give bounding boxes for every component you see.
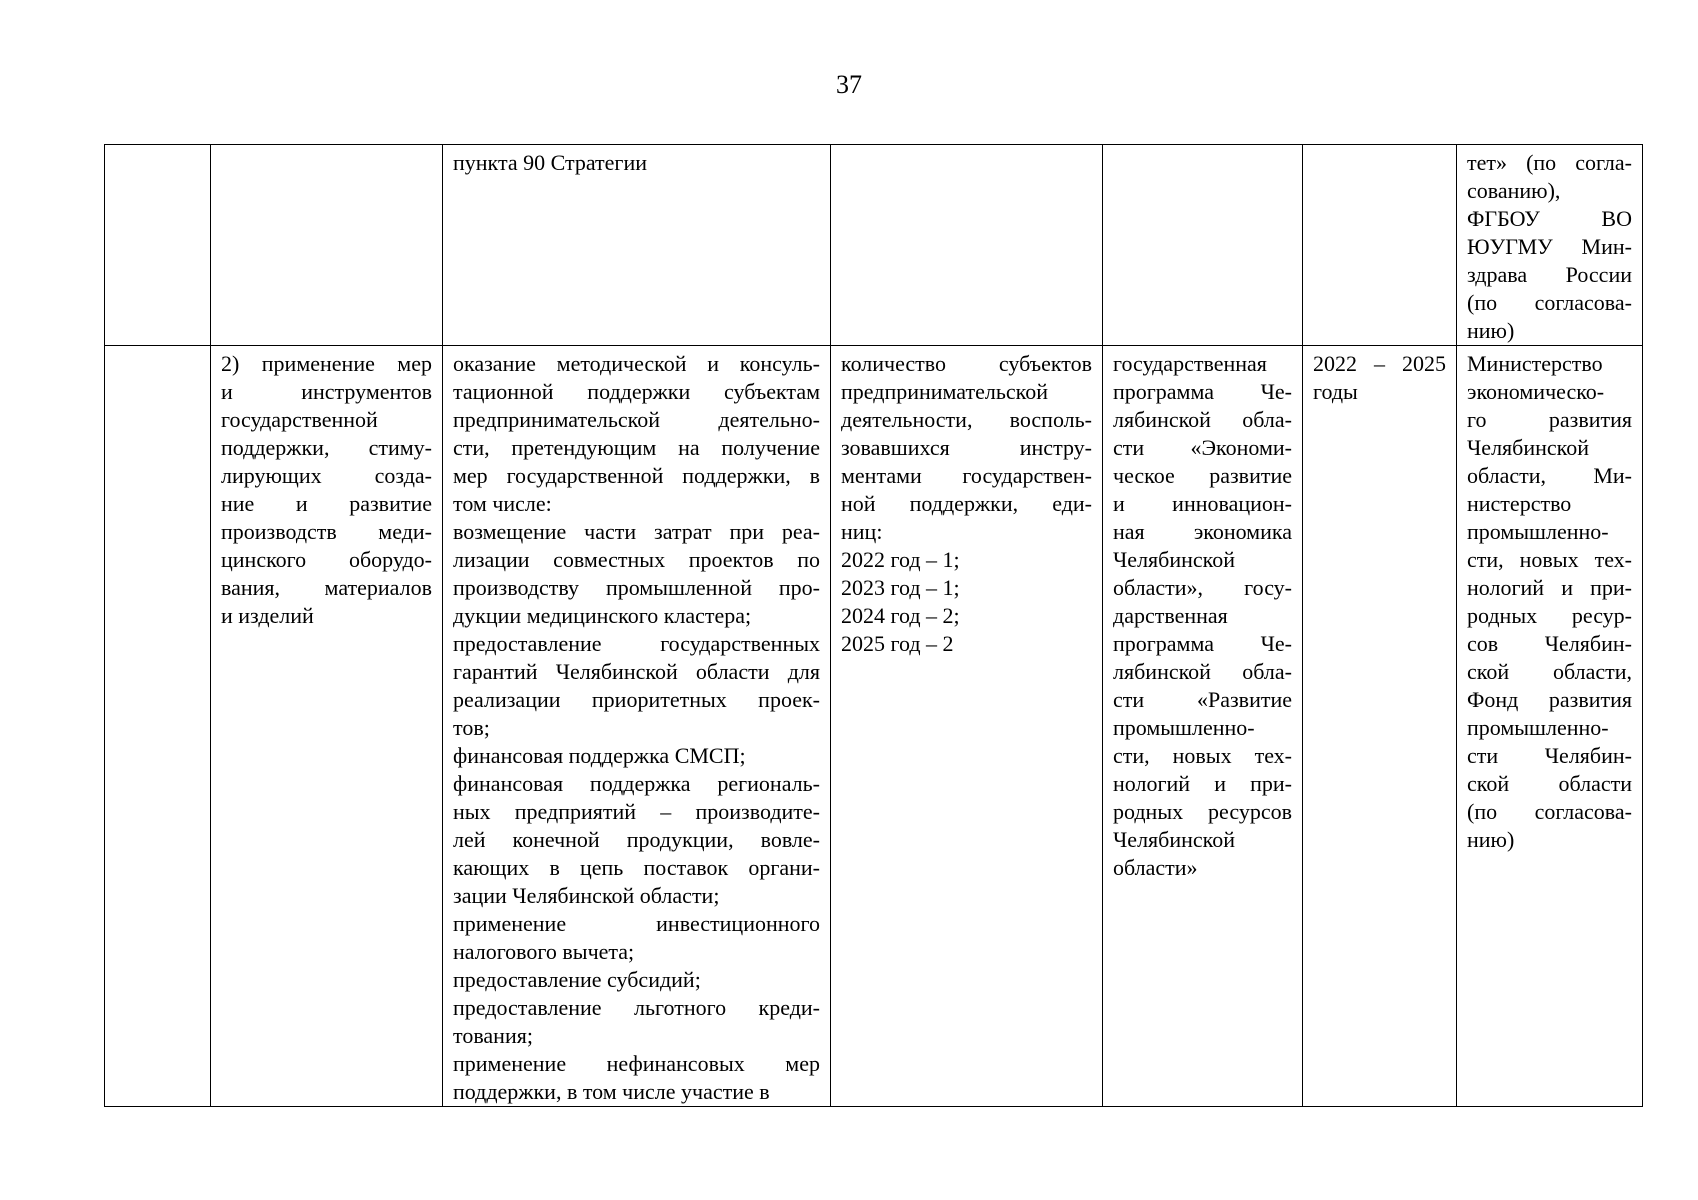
cell-task: [211, 145, 443, 346]
cell-period: [1303, 346, 1457, 1107]
cell-line: ниц:: [841, 519, 883, 544]
cell-line: 2022 год – 1;: [841, 547, 960, 572]
cell-line: том числе:: [453, 491, 552, 516]
cell-line: поддержки, в том числе участие в: [453, 1079, 770, 1104]
cell-line: тования;: [453, 1023, 533, 1048]
document-table: [104, 144, 1643, 1107]
cell-line: нистерство: [1467, 491, 1572, 516]
cell-line: 2025 год – 2: [841, 631, 954, 656]
cell-line: ЮУГМУ Мин-: [1467, 234, 1632, 259]
cell-line: финансовая поддержка СМСП;: [453, 743, 746, 768]
cell-line: ная экономика: [1113, 519, 1292, 544]
cell-line: тационной поддержки субъектам: [453, 379, 820, 404]
cell-line: тет» (по согла-: [1467, 150, 1632, 175]
cell-line: предоставление государственных: [453, 631, 820, 656]
cell-line: дукции медицинского кластера;: [453, 603, 752, 628]
cell-line: нологий и при-: [1113, 771, 1292, 796]
cell-line: применение нефинансовых мер: [453, 1051, 820, 1076]
cell-line: производству промышленной про-: [453, 575, 820, 600]
cell-line: здрава России: [1467, 262, 1632, 287]
cell-program: [1103, 346, 1303, 1107]
cell-line: сов Челябин-: [1467, 631, 1632, 656]
cell-line: мер государственной поддержки, в: [453, 463, 820, 488]
cell-indicator: [831, 346, 1103, 1107]
page-number: 37: [836, 70, 862, 99]
cell-line: промышленно-: [1467, 519, 1609, 544]
cell-line: налогового вычета;: [453, 939, 635, 964]
cell-line: сти, новых тех-: [1467, 547, 1632, 572]
cell-line: Челябинской: [1113, 547, 1236, 572]
cell-line: нию): [1467, 827, 1515, 852]
cell-line: сти Челябин-: [1467, 743, 1632, 768]
cell-line: сти «Развитие: [1113, 687, 1292, 712]
cell-line: родных ресур-: [1467, 603, 1632, 628]
cell-line: лизации совместных проектов по: [453, 547, 820, 572]
cell-line: (по согласова-: [1467, 290, 1632, 315]
cell-line: сти, претендующим на получение: [453, 435, 820, 460]
cell-line: экономическо-: [1467, 379, 1605, 404]
cell-line: предпринимательской деятельно-: [453, 407, 820, 432]
cell-line: кающих в цепь поставок органи-: [453, 855, 820, 880]
cell-line: тов;: [453, 715, 490, 740]
cell-line: реализации приоритетных проек-: [453, 687, 820, 712]
cell-line: лябинской обла-: [1113, 659, 1292, 684]
cell-line: поддержки, стиму-: [221, 435, 432, 460]
cell-line: возмещение части затрат при реа-: [453, 519, 820, 544]
table-row: [105, 145, 1643, 346]
cell-line: промышленно-: [1467, 715, 1609, 740]
cell-line: промышленно-: [1113, 715, 1255, 740]
cell-line: родных ресурсов: [1113, 799, 1292, 824]
cell-line: Челябинской: [1467, 435, 1590, 460]
cell-line: годы: [1313, 379, 1358, 404]
cell-line: 2024 год – 2;: [841, 603, 960, 628]
cell-period: [1303, 145, 1457, 346]
cell-line: сованию),: [1467, 178, 1561, 203]
cell-line: ФГБОУ ВО: [1467, 206, 1632, 231]
cell-number: [105, 346, 211, 1107]
cell-task: [211, 346, 443, 1107]
cell-line: Челябинской: [1113, 827, 1236, 852]
cell-line: ментами государствен-: [841, 463, 1092, 488]
cell-line: лей конечной продукции, вовле-: [453, 827, 820, 852]
cell-line: государственная: [1113, 351, 1267, 376]
cell-line: вания, материалов: [221, 575, 432, 600]
cell-responsible: [1457, 346, 1643, 1107]
cell-line: ных предприятий – производите-: [453, 799, 820, 824]
cell-responsible: [1457, 145, 1643, 346]
cell-line: пункта 90 Стратегии: [453, 150, 648, 175]
cell-line: го развития: [1467, 407, 1632, 432]
cell-line: предпринимательской: [841, 379, 1049, 404]
cell-line: и инновацион-: [1113, 491, 1292, 516]
cell-line: сти «Экономи-: [1113, 435, 1292, 460]
cell-line: дарственная: [1113, 603, 1228, 628]
cell-line: области», госу-: [1113, 575, 1292, 600]
cell-line: ской области: [1467, 771, 1632, 796]
cell-line: программа Че-: [1113, 631, 1292, 656]
cell-line: области»: [1113, 855, 1198, 880]
cell-line: 2023 год – 1;: [841, 575, 960, 600]
cell-line: сти, новых тех-: [1113, 743, 1292, 768]
cell-line: лирующих созда-: [221, 463, 432, 488]
cell-line: цинского оборудо-: [221, 547, 432, 572]
cell-line: программа Че-: [1113, 379, 1292, 404]
cell-line: 2) применение мер: [221, 351, 432, 376]
cell-indicator: [831, 145, 1103, 346]
cell-line: количество субъектов: [841, 351, 1092, 376]
cell-line: финансовая поддержка региональ-: [453, 771, 820, 796]
cell-line: зации Челябинской области;: [453, 883, 720, 908]
cell-line: предоставление льготного креди-: [453, 995, 820, 1020]
cell-line: нию): [1467, 318, 1515, 343]
cell-line: государственной: [221, 407, 378, 432]
cell-line: (по согласова-: [1467, 799, 1632, 824]
table-row: [105, 346, 1643, 1107]
cell-line: деятельности, восполь-: [841, 407, 1092, 432]
cell-line: предоставление субсидий;: [453, 967, 701, 992]
cell-line: нологий и при-: [1467, 575, 1632, 600]
cell-line: 2022 – 2025: [1313, 351, 1446, 376]
cell-line: области, Ми-: [1467, 463, 1632, 488]
cell-line: Министерство: [1467, 351, 1603, 376]
cell-line: ной поддержки, еди-: [841, 491, 1092, 516]
cell-line: гарантий Челябинской области для: [453, 659, 820, 684]
cell-line: ние и развитие: [221, 491, 432, 516]
cell-line: и инструментов: [221, 379, 432, 404]
cell-measures: [443, 145, 831, 346]
cell-line: оказание методической и консуль-: [453, 351, 820, 376]
cell-line: ской области,: [1467, 659, 1632, 684]
cell-line: применение инвестиционного: [453, 911, 820, 936]
cell-line: зовавшихся инстру-: [841, 435, 1092, 460]
cell-number: [105, 145, 211, 346]
cell-line: лябинской обла-: [1113, 407, 1292, 432]
cell-line: производств меди-: [221, 519, 432, 544]
cell-measures: [443, 346, 831, 1107]
cell-line: и изделий: [221, 603, 314, 628]
cell-program: [1103, 145, 1303, 346]
cell-line: ческое развитие: [1113, 463, 1292, 488]
cell-line: Фонд развития: [1467, 687, 1632, 712]
